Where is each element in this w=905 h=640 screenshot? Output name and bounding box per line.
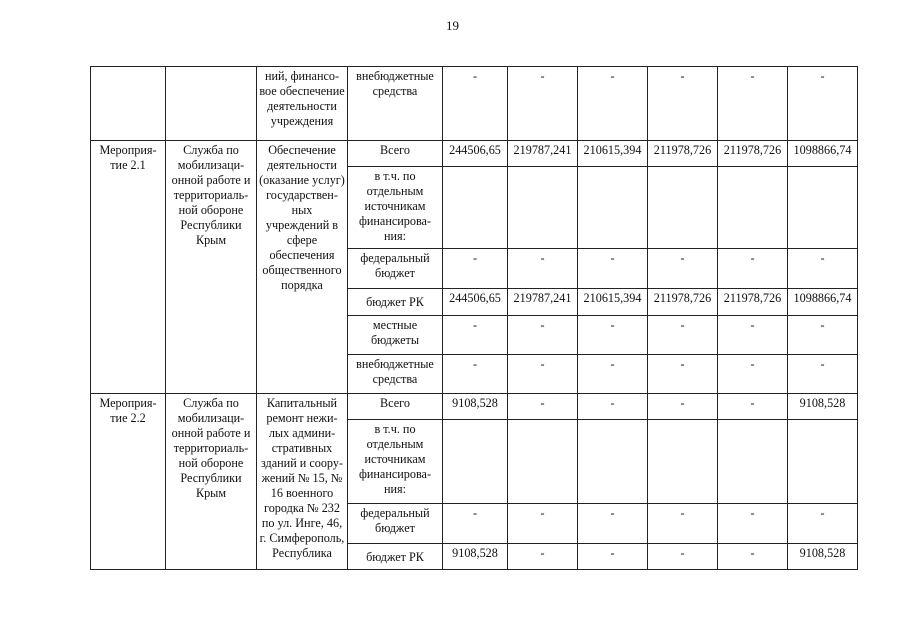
- value-cell: -: [648, 394, 718, 420]
- value-cell: -: [718, 316, 788, 355]
- value-cell: 1098866,74: [788, 289, 858, 316]
- source-cell: внебюджетные средства: [348, 355, 443, 394]
- value-cell: 219787,241: [508, 289, 578, 316]
- source-cell: внебюджетные средства: [348, 67, 443, 141]
- value-cell: 244506,65: [443, 141, 508, 167]
- value-cell: -: [508, 67, 578, 141]
- value-cell: 9108,528: [788, 394, 858, 420]
- value-cell: -: [578, 355, 648, 394]
- value-cell: 210615,394: [578, 141, 648, 167]
- value-cell: -: [578, 67, 648, 141]
- value-cell: -: [718, 249, 788, 289]
- value-cell: -: [508, 316, 578, 355]
- value-cell: [648, 167, 718, 249]
- measure-name-cell: Мероприя-тие 2.2: [91, 394, 166, 570]
- executor-cell: Служба по мобилизаци-онной работе и территориаль-ной обороне Республики Крым: [166, 394, 257, 570]
- purpose-cell: ний, финансо-вое обеспечение деятельности учреждения: [257, 67, 348, 141]
- value-cell: -: [443, 355, 508, 394]
- value-cell: -: [443, 316, 508, 355]
- purpose-cell: Обеспечение деятельности (оказание услуг) государствен-ных учреждений в сфере обеспечения общественного порядка: [257, 141, 348, 394]
- value-cell: -: [508, 504, 578, 544]
- value-cell: -: [508, 355, 578, 394]
- value-cell: [788, 420, 858, 504]
- measure-name-cell: Мероприя-тие 2.1: [91, 141, 166, 394]
- value-cell: -: [578, 504, 648, 544]
- source-cell: бюджет РК: [348, 544, 443, 570]
- value-cell: 9108,528: [443, 394, 508, 420]
- purpose-cell: Капитальный ремонт нежи-лых админи-стративных зданий и соору-жений № 15, № 16 военного городка № 232 по ул. Инге, 46, г. Симферополь, Республика: [257, 394, 348, 570]
- source-cell: местные бюджеты: [348, 316, 443, 355]
- value-cell: -: [443, 67, 508, 141]
- value-cell: -: [508, 394, 578, 420]
- value-cell: -: [788, 355, 858, 394]
- value-cell: -: [718, 67, 788, 141]
- value-cell: [718, 167, 788, 249]
- value-cell: -: [443, 504, 508, 544]
- value-cell: -: [718, 355, 788, 394]
- value-cell: [648, 420, 718, 504]
- value-cell: -: [648, 504, 718, 544]
- table-row: [91, 394, 858, 420]
- value-cell: -: [718, 544, 788, 570]
- value-cell: -: [648, 316, 718, 355]
- value-cell: 211978,726: [718, 289, 788, 316]
- value-cell: -: [648, 355, 718, 394]
- executor-cell: [166, 67, 257, 141]
- value-cell: -: [648, 544, 718, 570]
- value-cell: 1098866,74: [788, 141, 858, 167]
- value-cell: -: [578, 249, 648, 289]
- value-cell: 211978,726: [648, 289, 718, 316]
- value-cell: [788, 167, 858, 249]
- value-cell: -: [648, 67, 718, 141]
- measure-name-cell: [91, 67, 166, 141]
- page-number: 19: [446, 18, 459, 33]
- value-cell: [443, 167, 508, 249]
- value-cell: [508, 420, 578, 504]
- source-cell: в т.ч. по отдельным источникам финансирова-ния:: [348, 420, 443, 504]
- value-cell: -: [578, 544, 648, 570]
- value-cell: -: [788, 249, 858, 289]
- value-cell: -: [788, 67, 858, 141]
- source-cell: Всего: [348, 394, 443, 420]
- value-cell: -: [718, 504, 788, 544]
- source-cell: Всего: [348, 141, 443, 167]
- value-cell: -: [508, 544, 578, 570]
- source-cell: федеральный бюджет: [348, 249, 443, 289]
- value-cell: -: [443, 249, 508, 289]
- value-cell: 211978,726: [648, 141, 718, 167]
- value-cell: [718, 420, 788, 504]
- value-cell: 9108,528: [788, 544, 858, 570]
- value-cell: -: [508, 249, 578, 289]
- value-cell: 244506,65: [443, 289, 508, 316]
- value-cell: -: [788, 316, 858, 355]
- value-cell: 219787,241: [508, 141, 578, 167]
- executor-cell: Служба по мобилизаци-онной работе и территориаль-ной обороне Республики Крым: [166, 141, 257, 394]
- source-cell: бюджет РК: [348, 289, 443, 316]
- table-row: [91, 67, 858, 141]
- value-cell: -: [718, 394, 788, 420]
- value-cell: 210615,394: [578, 289, 648, 316]
- value-cell: [578, 420, 648, 504]
- value-cell: -: [578, 316, 648, 355]
- value-cell: -: [578, 394, 648, 420]
- value-cell: [443, 420, 508, 504]
- table-row: [91, 141, 858, 167]
- value-cell: [508, 167, 578, 249]
- value-cell: 211978,726: [718, 141, 788, 167]
- value-cell: -: [788, 504, 858, 544]
- value-cell: 9108,528: [443, 544, 508, 570]
- funding-table: [90, 66, 858, 570]
- value-cell: [578, 167, 648, 249]
- value-cell: -: [648, 249, 718, 289]
- source-cell: федеральный бюджет: [348, 504, 443, 544]
- source-cell: в т.ч. по отдельным источникам финансирова-ния:: [348, 167, 443, 249]
